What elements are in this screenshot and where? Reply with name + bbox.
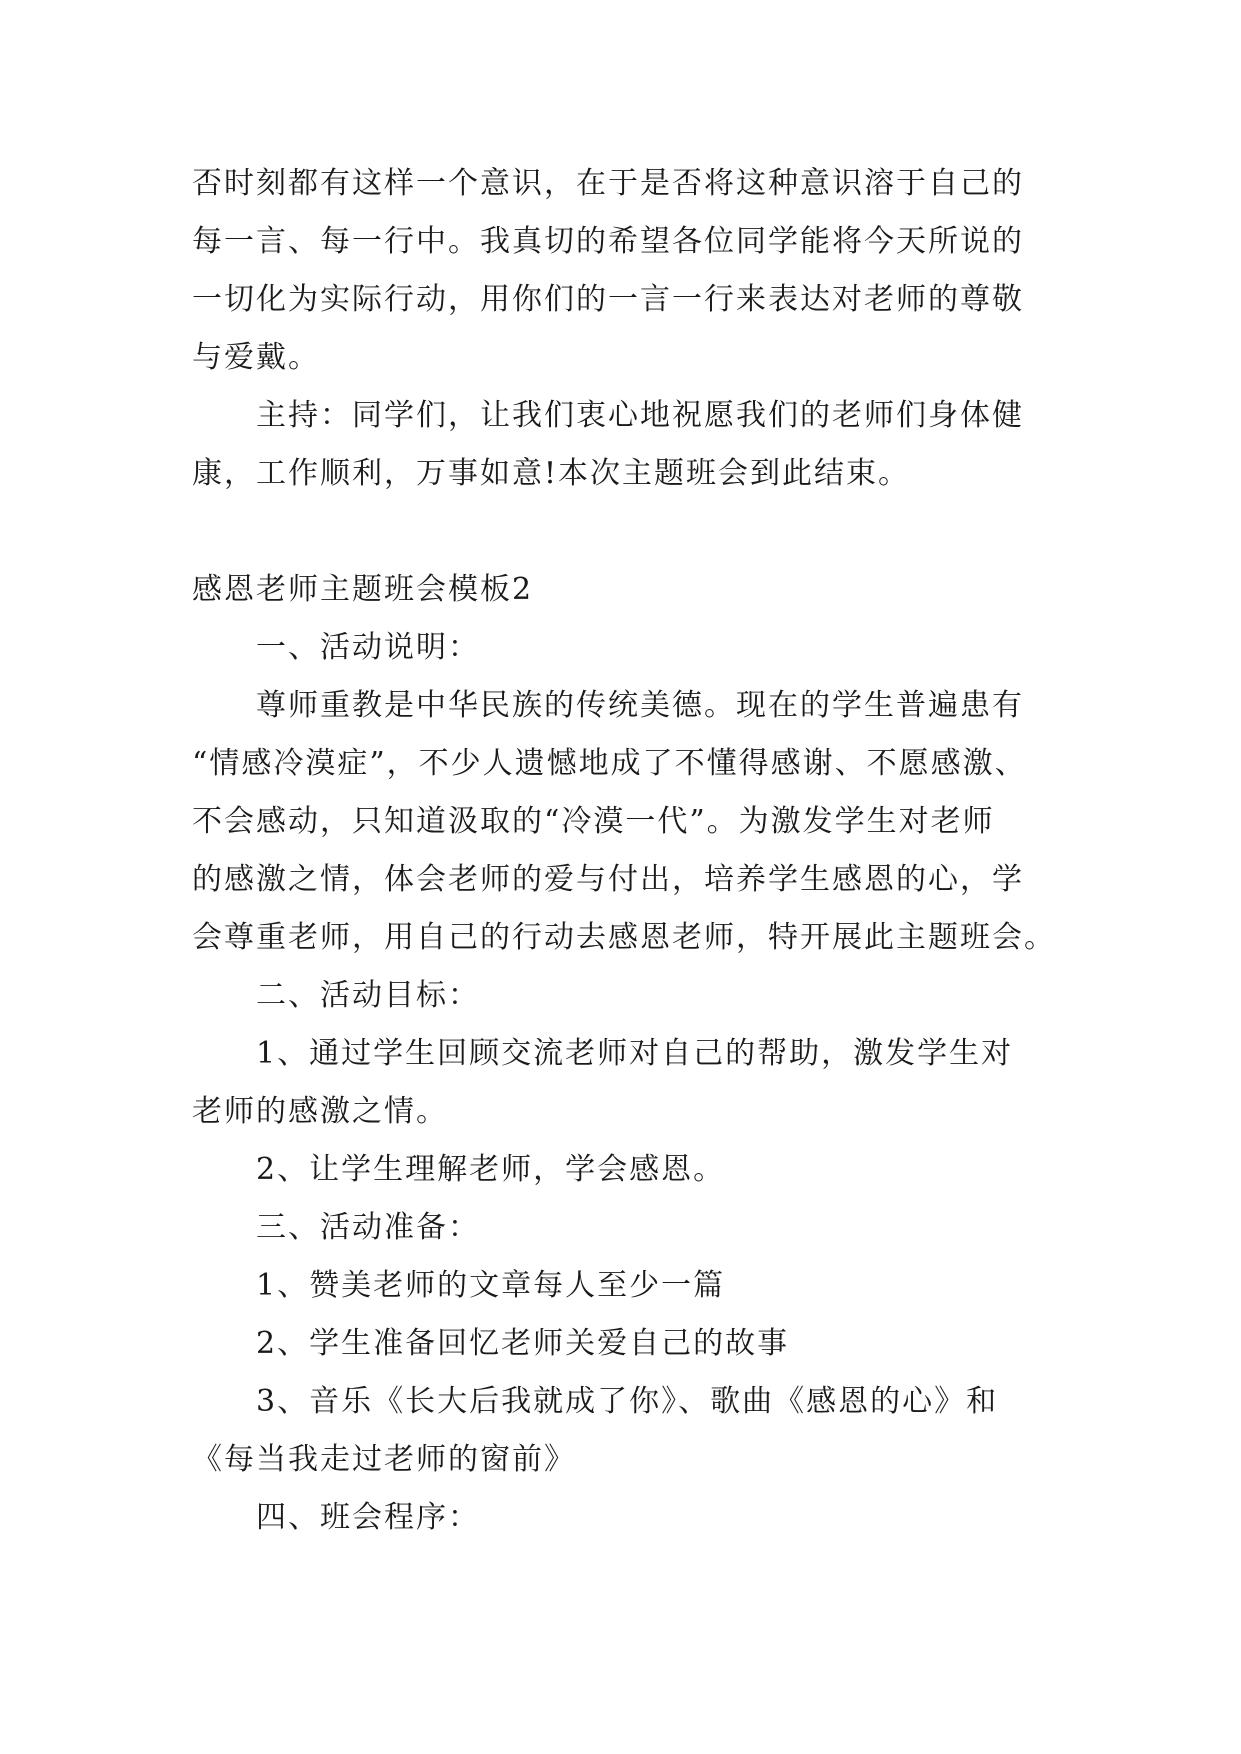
text-line: 每一言、每一行中。我真切的希望各位同学能将今天所说的 [192,224,1024,259]
text-line: 康，工作顺利，万事如意!本次主题班会到此结束。 [192,456,911,491]
text-line: 的感激之情，体会老师的爱与付出，培养学生感恩的心，学 [192,862,1024,897]
section-title: 感恩老师主题班会模板2 [192,572,534,607]
text-line: 与爱戴。 [192,340,320,375]
text-line: 会尊重老师，用自己的行动去感恩老师，特开展此主题班会。 [192,920,1056,955]
text-line: 不会感动，只知道汲取的“冷漠一代”。为激发学生对老师 [192,804,995,839]
list-item: 2、让学生理解老师，学会感恩。 [256,1152,726,1187]
text-line: 尊师重教是中华民族的传统美德。现在的学生普遍患有 [256,688,1024,723]
section-heading: 二、活动目标： [256,978,480,1013]
list-item: 1、赞美老师的文章每人至少一篇 [256,1268,726,1303]
text-line: “情感冷漠症”，不少人遗憾地成了不懂得感谢、不愿感激、 [192,746,1027,781]
text-line: 否时刻都有这样一个意识，在于是否将这种意识溶于自己的 [192,166,1024,201]
text-line: 老师的感激之情。 [192,1094,448,1129]
list-item: 2、学生准备回忆老师关爱自己的故事 [256,1326,790,1361]
section-heading: 一、活动说明： [256,630,480,665]
text-line: 一切化为实际行动，用你们的一言一行来表达对老师的尊敬 [192,282,1024,317]
list-item: 1、通过学生回顾交流老师对自己的帮助，激发学生对 [256,1036,1014,1071]
list-item: 3、音乐《长大后我就成了你》、歌曲《感恩的心》和 [256,1384,999,1419]
section-heading: 三、活动准备： [256,1210,480,1245]
text-line: 《每当我走过老师的窗前》 [192,1442,576,1477]
section-gap [192,503,1052,561]
text-line: 主持：同学们，让我们衷心地祝愿我们的老师们身体健 [256,398,1024,433]
document-body [192,155,1056,1547]
section-heading: 四、班会程序： [256,1500,480,1535]
